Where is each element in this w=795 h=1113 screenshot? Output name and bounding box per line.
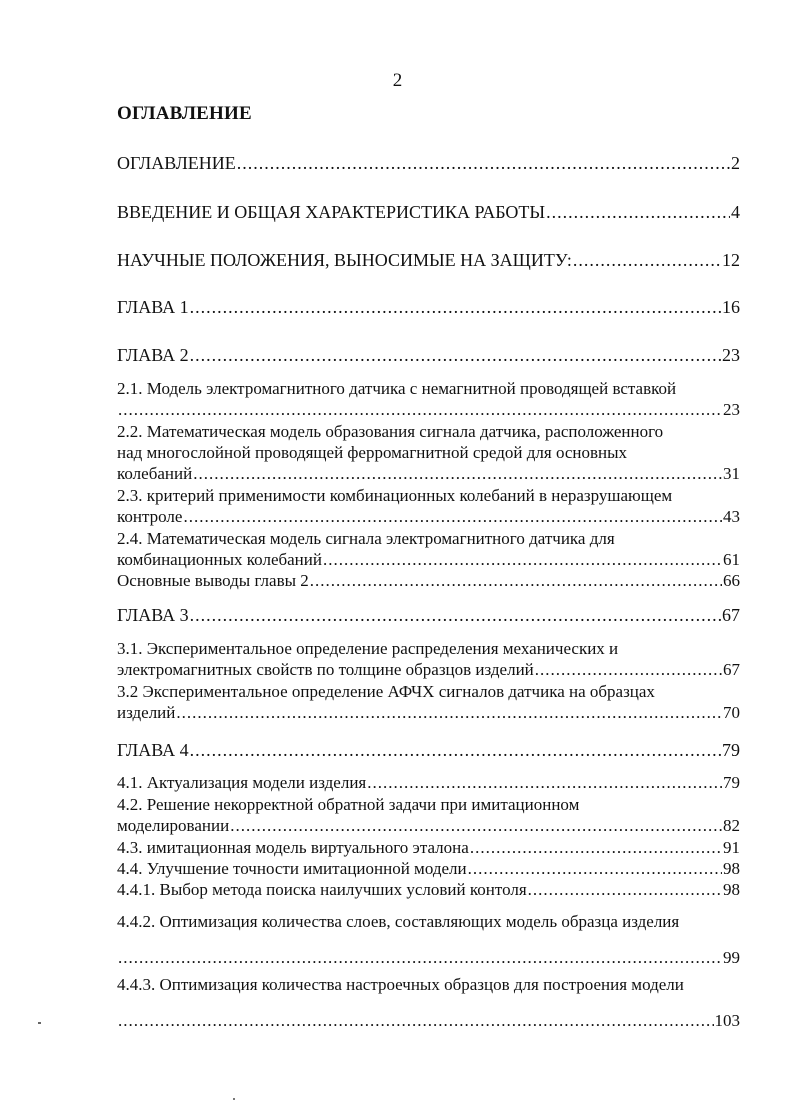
toc-entry <box>117 837 740 858</box>
toc-entry-title: колебаний <box>117 464 193 483</box>
toc-entry-title: ГЛАВА 4 <box>117 740 189 760</box>
dot-leader <box>546 202 730 223</box>
toc-entry <box>117 740 740 761</box>
toc-entry <box>117 250 740 271</box>
toc-entry-page: 61 <box>723 550 740 569</box>
dot-leader <box>190 345 721 366</box>
toc-entry-title: НАУЧНЫЕ ПОЛОЖЕНИЯ, ВЫНОСИМЫЕ НА ЗАЩИТУ: <box>117 250 572 270</box>
toc-entry-page: 2 <box>731 153 740 173</box>
dot-leader <box>528 879 722 900</box>
toc-entry-page: 103 <box>714 1011 740 1030</box>
toc-entry-line: 4.2. Решение некорректной обратной задачи при имитационном <box>117 795 580 814</box>
dot-leader <box>190 297 721 318</box>
dot-leader <box>468 858 722 879</box>
toc-entry <box>117 911 740 968</box>
dot-leader <box>176 702 722 723</box>
toc-entry-page: 67 <box>723 660 740 679</box>
toc-entry-title: моделировании <box>117 816 230 835</box>
toc-entry-page: 31 <box>723 464 740 483</box>
toc-entry-page: 16 <box>722 297 740 317</box>
scan-speck <box>38 1022 41 1024</box>
toc-entry-line: 2.1. Модель электромагнитного датчика с немагнитной проводящей вставкой <box>117 379 677 398</box>
toc-entry <box>117 605 740 626</box>
toc-entry <box>117 202 740 223</box>
dot-leader <box>190 740 721 761</box>
toc-entry-line: 2.4. Математическая модель сигнала электромагнитного датчика для <box>117 529 615 548</box>
toc-entry <box>117 345 740 366</box>
toc-entry-title: электромагнитных свойств по толщине образцов изделий <box>117 660 534 679</box>
toc-entry <box>117 681 740 723</box>
toc-entry-title: Основные выводы главы 2 <box>117 571 309 590</box>
dot-leader <box>535 659 722 680</box>
toc-entry-title: ОГЛАВЛЕНИЕ <box>117 153 236 173</box>
toc-entry-page: 99 <box>723 948 740 967</box>
page-number: 2 <box>392 70 403 91</box>
toc-entry-page: 79 <box>723 773 740 792</box>
toc-entry <box>117 297 740 318</box>
toc-entry-page: 23 <box>722 345 740 365</box>
dot-leader <box>118 947 722 968</box>
toc-entry <box>117 153 740 174</box>
dot-leader <box>310 570 722 591</box>
toc-entry-page: 67 <box>722 605 740 625</box>
toc-entry-line: 4.4.3. Оптимизация количества настроечных образцов для построения модели <box>117 975 684 994</box>
toc-entry-page: 4 <box>731 202 740 222</box>
toc-entry-line: 3.2 Экспериментальное определение АФЧХ сигналов датчика на образцах <box>117 682 655 701</box>
dot-leader <box>230 815 722 836</box>
toc-entry <box>117 528 740 570</box>
dot-leader <box>118 1010 714 1031</box>
toc-entry-line: 4.4.2. Оптимизация количества слоев, составляющих модель образца изделия <box>117 912 680 931</box>
toc-entry <box>117 421 740 484</box>
toc-entry <box>117 485 740 527</box>
toc-entry <box>117 378 740 420</box>
toc-entry <box>117 638 740 680</box>
toc-entry-line: 2.3. критерий применимости комбинационных колебаний в неразрушающем <box>117 486 673 505</box>
toc-entry <box>117 974 740 1031</box>
dot-leader <box>118 399 722 420</box>
toc-heading: ОГЛАВЛЕНИЕ <box>117 103 252 124</box>
toc-entry <box>117 772 740 793</box>
dot-leader <box>573 250 721 271</box>
toc-entry-title: 4.4. Улучшение точности имитационной модели <box>117 859 467 878</box>
toc-entry-title: 4.4.1. Выбор метода поиска наилучших условий контоля <box>117 880 527 899</box>
dot-leader <box>367 772 722 793</box>
toc-entry-title: изделий <box>117 703 176 722</box>
scan-speck <box>233 1098 235 1100</box>
toc-entry-line: 3.1. Экспериментальное определение распределения механических и <box>117 639 619 658</box>
toc-entry-page: 23 <box>723 400 740 419</box>
toc-entry-page: 98 <box>723 880 740 899</box>
toc-entry-page: 43 <box>723 507 740 526</box>
toc-entry-title: комбинационных колебаний <box>117 550 322 569</box>
dot-leader <box>190 605 721 626</box>
toc-entry-title: ГЛАВА 2 <box>117 345 189 365</box>
toc-entry-page: 66 <box>723 571 740 590</box>
toc-entry-title: 4.1. Актуализация модели изделия <box>117 773 367 792</box>
toc-entry <box>117 858 740 879</box>
toc-entry-title: 4.3. имитационная модель виртуального эталона <box>117 838 469 857</box>
toc-entry-page: 12 <box>722 250 740 270</box>
toc-entry-title: контроле <box>117 507 183 526</box>
toc-entry-page: 98 <box>723 859 740 878</box>
toc-entry-page: 91 <box>723 838 740 857</box>
toc-entry-page: 79 <box>722 740 740 760</box>
toc-entry <box>117 570 740 591</box>
dot-leader <box>470 837 722 858</box>
toc-entry-title: ВВЕДЕНИЕ И ОБЩАЯ ХАРАКТЕРИСТИКА РАБОТЫ <box>117 202 546 222</box>
dot-leader <box>193 463 722 484</box>
dot-leader <box>323 549 722 570</box>
toc-entry <box>117 794 740 836</box>
dot-leader <box>237 153 730 174</box>
toc-entry-page: 82 <box>723 816 740 835</box>
toc-entry-title: ГЛАВА 1 <box>117 297 189 317</box>
toc-entry-page: 70 <box>723 703 740 722</box>
dot-leader <box>183 506 722 527</box>
toc-entry-line: над многослойной проводящей ферромагнитной средой для основных <box>117 443 628 462</box>
toc-entry-line: 2.2. Математическая модель образования сигнала датчика, расположенного <box>117 422 664 441</box>
toc-entry <box>117 879 740 900</box>
toc-entry-title: ГЛАВА 3 <box>117 605 189 625</box>
